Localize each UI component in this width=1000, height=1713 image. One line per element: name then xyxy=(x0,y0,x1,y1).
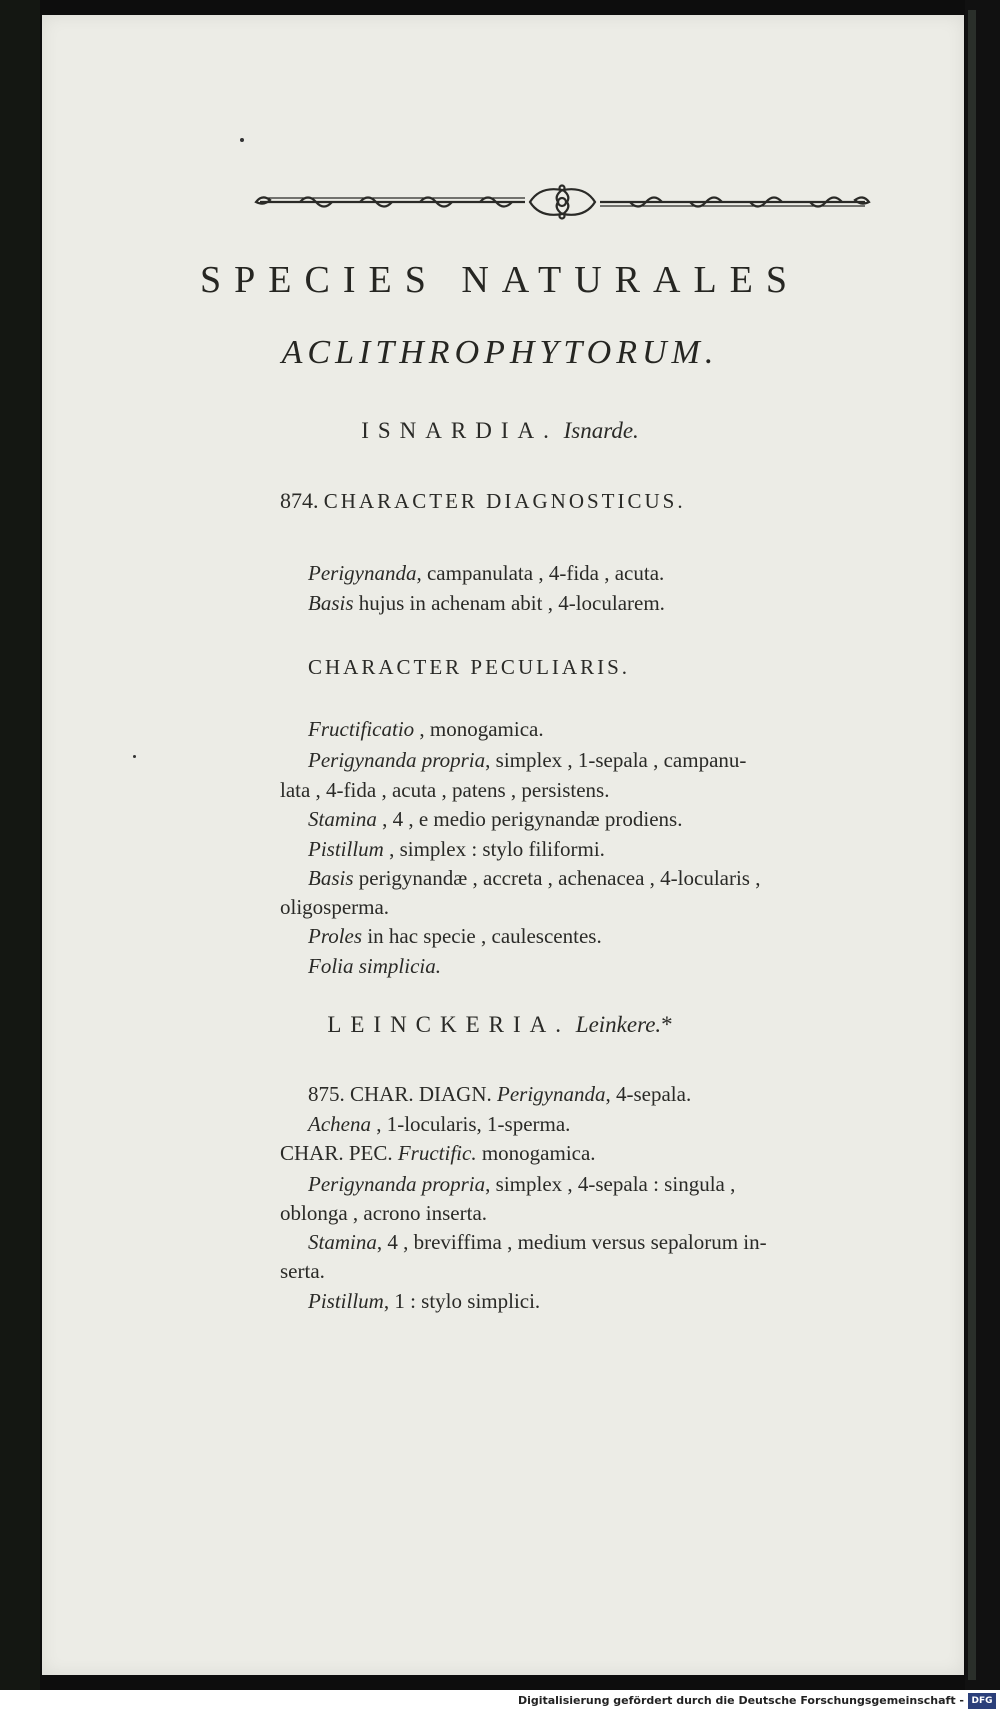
text: , 4-sepala. xyxy=(605,1082,692,1106)
text: , 4 , breviffima , medium versus sepalorum in- xyxy=(376,1230,767,1254)
term: Perigynanda propria xyxy=(308,748,486,772)
text: CHAR. PEC. xyxy=(280,1141,398,1165)
text-line xyxy=(308,715,544,743)
term: Perigynanda propria xyxy=(308,1172,486,1196)
text: , simplex , 4-sepala : singula , xyxy=(485,1172,736,1196)
text: , monogamica. xyxy=(414,717,544,741)
term: Fructific. xyxy=(397,1141,477,1165)
term: Proles xyxy=(308,924,363,948)
text: serta. xyxy=(280,1259,325,1283)
text-line xyxy=(308,559,664,587)
genus-vernacular: Leinkere. xyxy=(575,1012,662,1037)
text-line xyxy=(308,952,441,980)
term: Basis xyxy=(308,866,354,890)
term: Basis xyxy=(308,591,354,615)
page-subtitle: ACLITHROPHYTORUM. xyxy=(281,334,719,371)
text-line xyxy=(280,1139,596,1167)
term: Fructificatio xyxy=(308,717,415,741)
text: , 4 , e medio perigynandæ prodiens. xyxy=(376,807,683,831)
text: hujus in achenam abit , 4-locularem. xyxy=(353,591,665,615)
term: Stamina xyxy=(308,1230,377,1254)
section-875-line xyxy=(308,1080,691,1108)
text-line xyxy=(308,1228,767,1256)
term: Pistillum xyxy=(308,1289,384,1313)
text: monogamica. xyxy=(476,1141,596,1165)
term: Perigynanda xyxy=(308,561,417,585)
term: Achena xyxy=(308,1112,371,1136)
text: , simplex , 1-sepala , campanu- xyxy=(485,748,747,772)
text: perigynandæ , accreta , achenacea , 4-locularis , xyxy=(353,866,761,890)
term: Perigynanda xyxy=(497,1082,606,1106)
text-line xyxy=(280,776,609,804)
section-874-heading xyxy=(280,487,686,515)
text-line xyxy=(308,1287,540,1315)
text-line xyxy=(308,1110,570,1138)
genus-vernacular: Isnarde. xyxy=(563,418,639,443)
text-line xyxy=(308,1170,735,1198)
text-line xyxy=(308,835,605,863)
text: lata , 4-fida , acuta , patens , persistens. xyxy=(280,778,610,802)
text-line xyxy=(308,805,682,833)
text: oligosperma. xyxy=(280,895,390,919)
section-peculiaris-heading xyxy=(308,653,630,681)
text: , simplex : stylo filiformi. xyxy=(383,837,605,861)
genus-heading-leinckeria xyxy=(0,1012,1000,1038)
text: , campanulata , 4-fida , acuta. xyxy=(416,561,665,585)
text-line xyxy=(280,1199,487,1227)
text-line xyxy=(280,1257,325,1285)
term: Stamina xyxy=(308,807,377,831)
digitization-credit: Digitalisierung gefördert durch die Deutsche Forschungsgemeinschaft - xyxy=(517,1694,964,1707)
scan-border-left xyxy=(0,0,40,1690)
section-heading-text: CHARACTER DIAGNOSTICUS. xyxy=(323,489,686,513)
genus-name: ISNARDIA. xyxy=(361,418,558,443)
text: oblonga , acrono inserta. xyxy=(280,1201,488,1225)
text: 875. CHAR. DIAGN. xyxy=(308,1082,497,1106)
text: , 1 : stylo simplici. xyxy=(383,1289,541,1313)
text-line xyxy=(280,893,389,921)
ink-speck xyxy=(240,138,244,142)
text-line xyxy=(308,746,746,774)
text: , 1-locularis, 1-sperma. xyxy=(370,1112,571,1136)
ornament-divider-icon xyxy=(250,182,875,222)
section-heading-text: CHARACTER PECULIARIS. xyxy=(308,655,631,679)
digitization-footer xyxy=(0,1690,1000,1713)
genus-heading-isnardia xyxy=(0,418,1000,444)
genus-name: LEINCKERIA. xyxy=(327,1012,571,1037)
page-title: SPECIES NATURALES xyxy=(200,259,800,301)
footnote-mark: * xyxy=(661,1012,673,1037)
term: Pistillum xyxy=(308,837,384,861)
text: in hac specie , caulescentes. xyxy=(362,924,602,948)
text-line xyxy=(308,864,760,892)
ink-speck xyxy=(133,755,136,758)
text-line xyxy=(308,922,602,950)
dfg-logo: DFG xyxy=(968,1693,996,1709)
term: Folia simplicia. xyxy=(308,954,441,978)
text-line xyxy=(308,589,665,617)
section-number: 874. xyxy=(280,488,319,513)
